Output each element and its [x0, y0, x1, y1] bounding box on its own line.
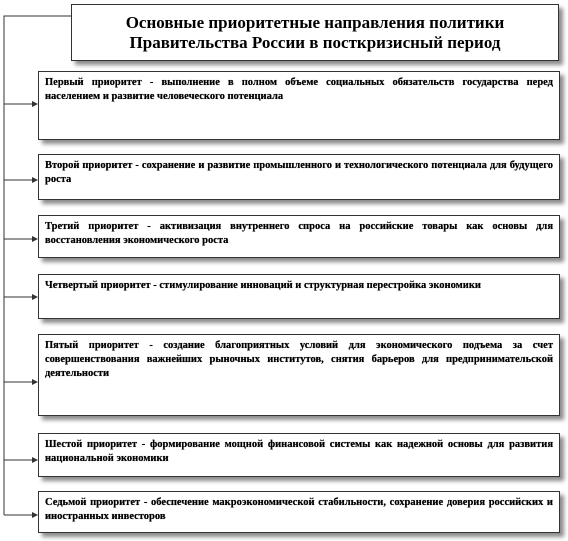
priority-box-6: Шестой приоритет - формирование мощной финансовой системы как надежной основы для развития национальной экономики	[38, 433, 560, 477]
priority-box-2: Второй приоритет - сохранение и развитие промышленного и технологического потенциала для будущего роста	[38, 154, 560, 200]
priority-box-3: Третий приоритет - активизация внутреннего спроса на российские товары как основы для восстановления экономического роста	[38, 215, 560, 258]
priority-box-5: Пятый приоритет - создание благоприятных условий для экономического подъема за счет совершенствования важнейших рыночных институтов, снятия барьеров для предпринимательской деятельности	[38, 334, 560, 416]
priority-box-4: Четвертый приоритет - стимулирование инноваций и структурная перестройка экономики	[38, 274, 560, 319]
diagram-title: Основные приоритетные направления политики Правительства России в посткризисный период	[71, 4, 559, 61]
priority-box-7: Седьмой приоритет - обеспечение макроэкономической стабильности, сохранение доверия российских и иностранных инвесторов	[38, 491, 560, 533]
priority-box-1: Первый приоритет - выполнение в полном объеме социальных обязательств государства перед населением и развитие человеческого потенциала	[38, 71, 560, 140]
